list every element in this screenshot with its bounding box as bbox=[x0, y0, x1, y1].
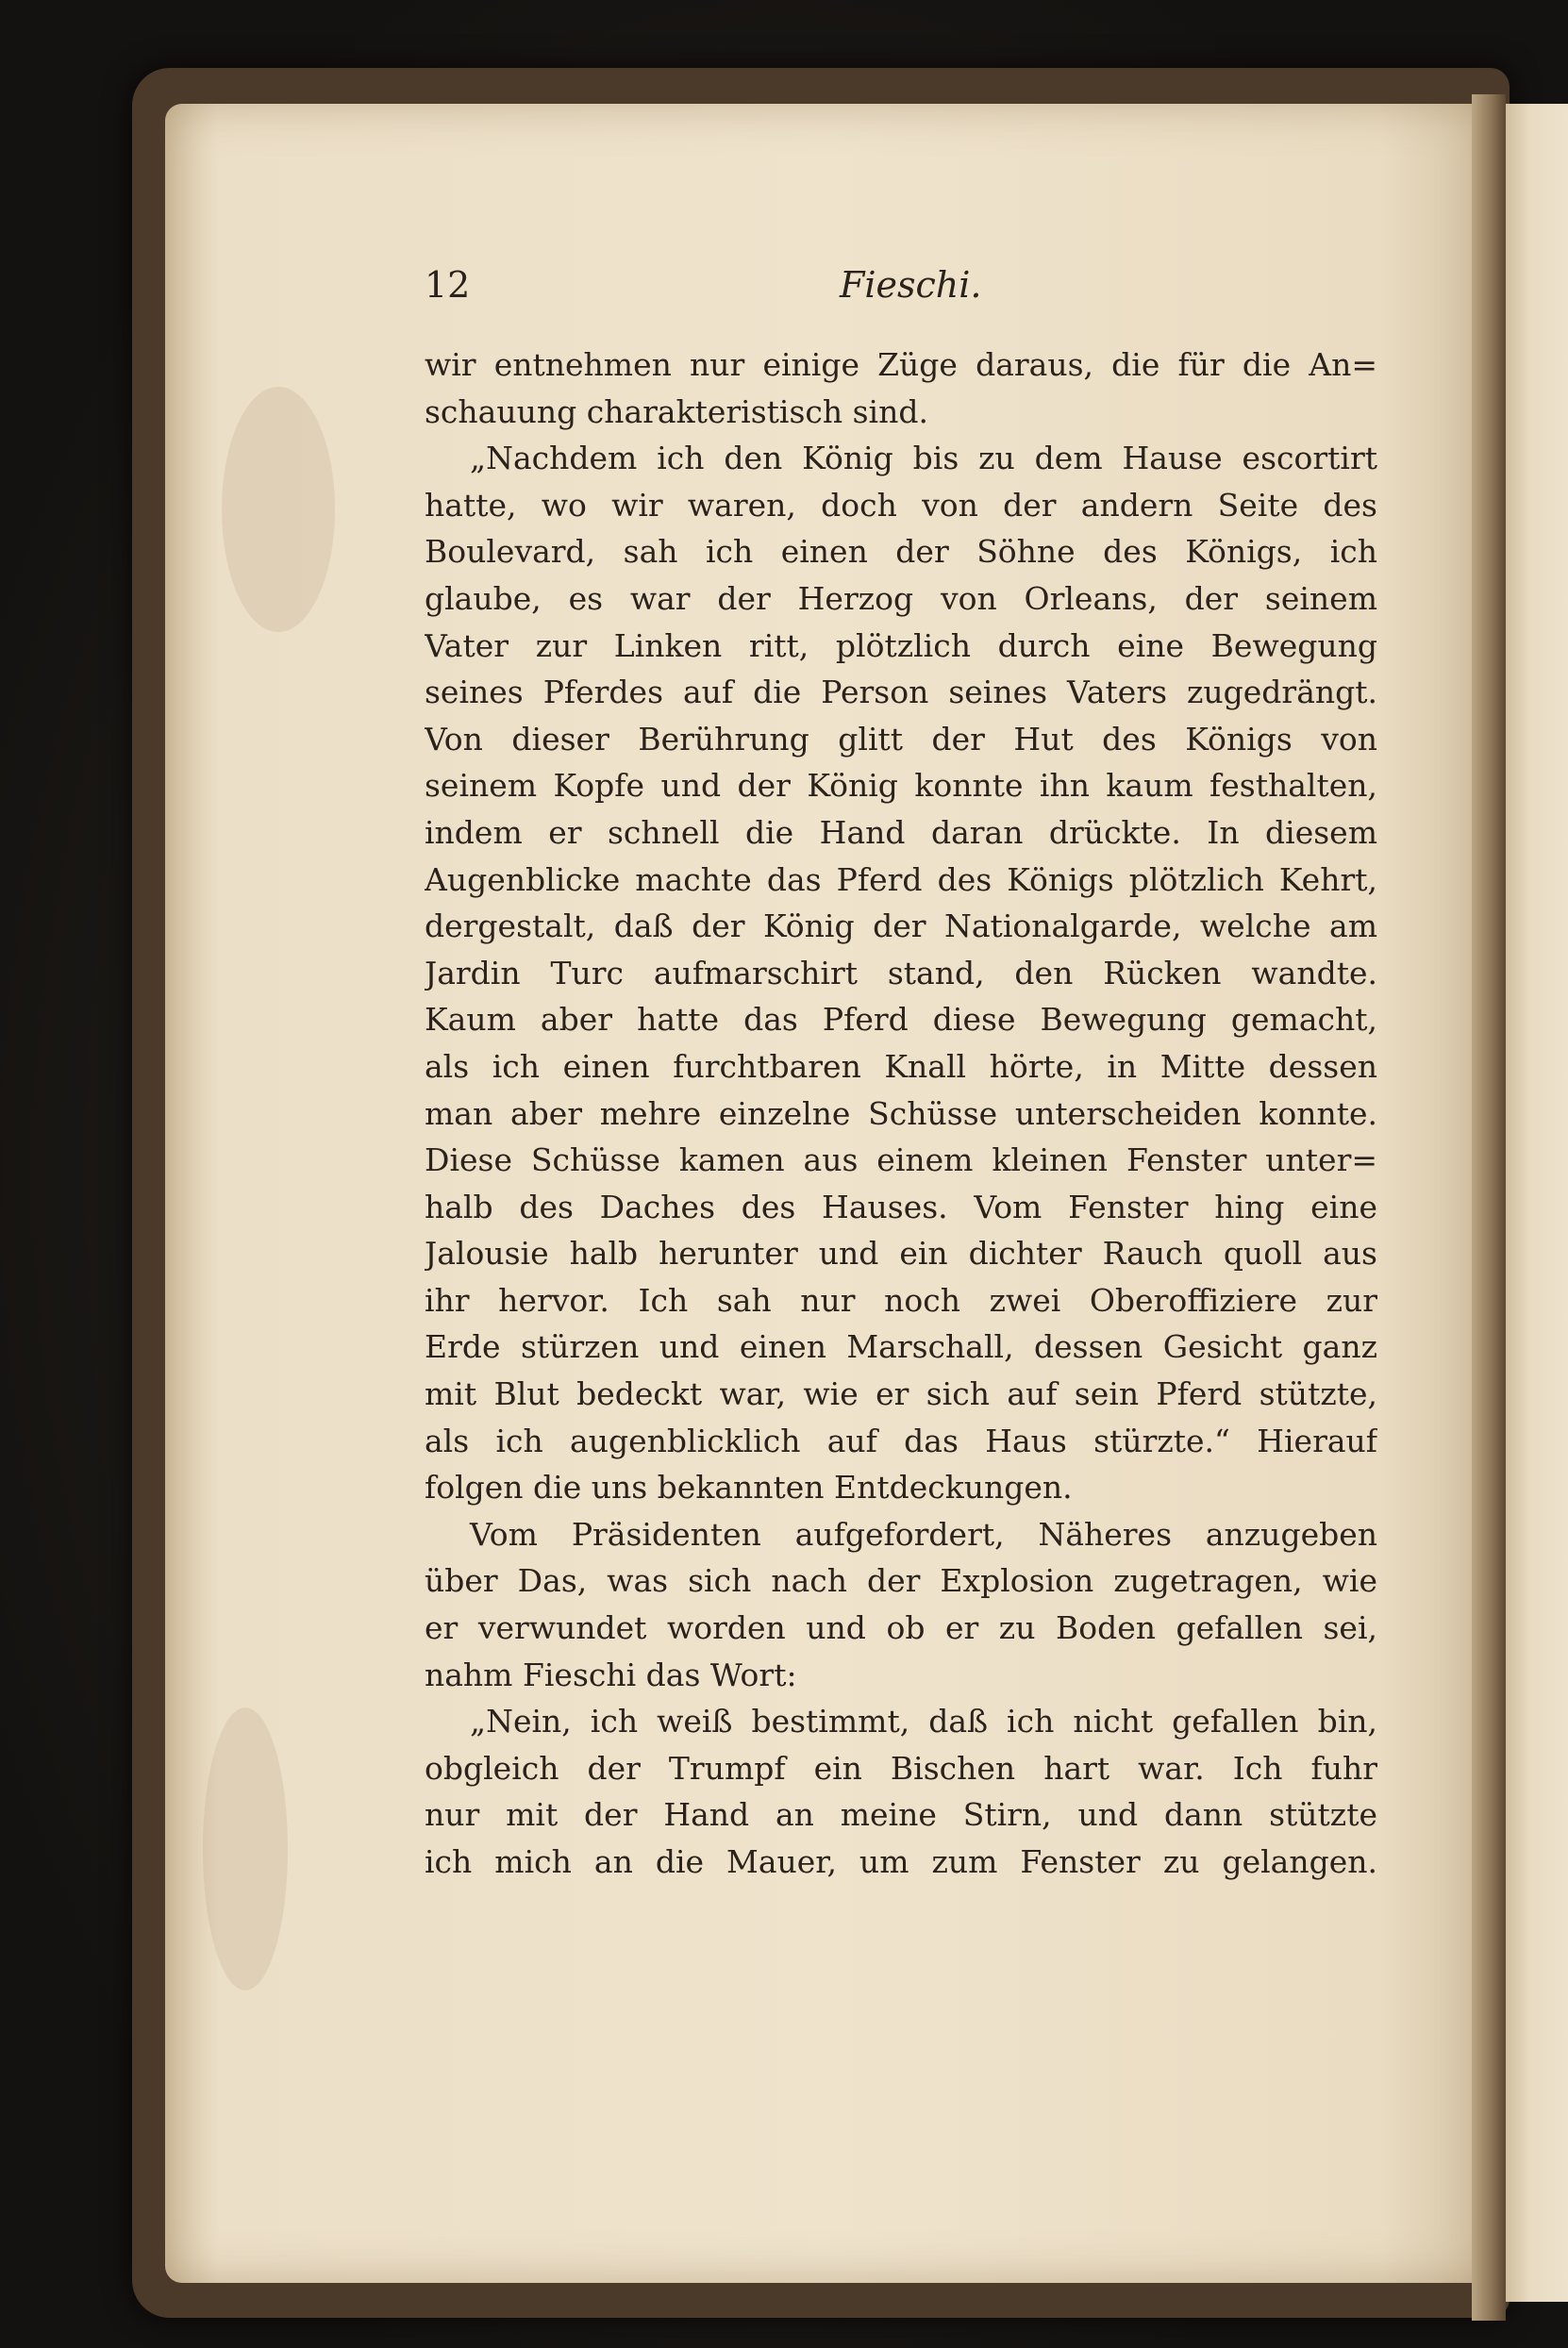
text-line: Vom Präsidenten aufgefordert, Näheres anzugeben bbox=[470, 1515, 1377, 1553]
text-line: Vater zur Linken ritt, plötzlich durch eine Bewegung bbox=[425, 626, 1377, 664]
body-text bbox=[425, 341, 1377, 1886]
text-line: als ich augenblicklich auf das Haus stürzte.“ Hierauf bbox=[425, 1422, 1377, 1459]
text-line: mit Blut bedeckt war, wie er sich auf sein Pferd stützte, bbox=[425, 1375, 1377, 1413]
text-line: als ich einen furchtbaren Knall hörte, in Mitte dessen bbox=[425, 1047, 1377, 1085]
running-head: Fieschi. bbox=[840, 264, 982, 306]
text-line: ihr hervor. Ich sah nur noch zwei Oberoffiziere zur bbox=[425, 1281, 1377, 1319]
text-line: seines Pferdes auf die Person seines Vaters zugedrängt. bbox=[425, 674, 1377, 711]
text-line: Augenblicke machte das Pferd des Königs plötzlich Kehrt, bbox=[425, 860, 1377, 898]
text-line: Kaum aber hatte das Pferd diese Bewegung gemacht, bbox=[425, 1001, 1377, 1039]
text-line: „Nein, ich weiß bestimmt, daß ich nicht gefallen bin, bbox=[470, 1703, 1377, 1740]
text-line: man aber mehre einzelne Schüsse unterscheiden konnte. bbox=[425, 1094, 1377, 1132]
text-line: glaube, es war der Herzog von Orleans, der seinem bbox=[425, 579, 1377, 617]
page-header bbox=[425, 264, 1377, 311]
text-line: nahm Fieschi das Wort: bbox=[425, 1656, 797, 1693]
text-line: Diese Schüsse kamen aus einem kleinen Fenster unter= bbox=[425, 1141, 1377, 1179]
page-stain bbox=[222, 387, 335, 632]
page-number: 12 bbox=[425, 264, 471, 306]
text-line: Von dieser Berührung glitt der Hut des Königs von bbox=[425, 720, 1377, 758]
text-line: er verwundet worden und ob er zu Boden gefallen sei, bbox=[425, 1609, 1377, 1647]
page-gutter bbox=[1472, 94, 1506, 2321]
text-line: hatte, wo wir waren, doch von der andern Seite des bbox=[425, 486, 1377, 524]
text-line: ich mich an die Mauer, um zum Fenster zu gelangen. bbox=[425, 1843, 1377, 1880]
text-line: Jalousie halb herunter und ein dichter Rauch quoll aus bbox=[425, 1235, 1377, 1273]
text-line: über Das, was sich nach der Explosion zugetragen, wie bbox=[425, 1562, 1377, 1600]
text-line: dergestalt, daß der König der Nationalgarde, welche am bbox=[425, 908, 1377, 945]
text-line: halb des Daches des Hauses. Vom Fenster hing eine bbox=[425, 1188, 1377, 1225]
text-line: nur mit der Hand an meine Stirn, und dann stützte bbox=[425, 1796, 1377, 1834]
text-line: seinem Kopfe und der König konnte ihn kaum festhalten, bbox=[425, 767, 1377, 805]
text-line: Boulevard, sah ich einen der Söhne des Königs, ich bbox=[425, 533, 1377, 571]
text-line: folgen die uns bekannten Entdeckungen. bbox=[425, 1469, 1073, 1507]
text-line: Jardin Turc aufmarschirt stand, den Rücken wandte. bbox=[425, 954, 1377, 991]
page-stain bbox=[203, 1707, 288, 1990]
text-line: indem er schnell die Hand daran drückte. In diesem bbox=[425, 813, 1377, 851]
text-line: schauung charakteristisch sind. bbox=[425, 392, 928, 430]
text-line: „Nachdem ich den König bis zu dem Hause escortirt bbox=[470, 440, 1377, 477]
text-line: obgleich der Trumpf ein Bischen hart war. Ich fuhr bbox=[425, 1749, 1377, 1787]
text-line: Erde stürzen und einen Marschall, dessen Gesicht ganz bbox=[425, 1328, 1377, 1366]
facing-page-edge bbox=[1500, 104, 1568, 2302]
text-line: wir entnehmen nur einige Züge daraus, die für die An= bbox=[425, 346, 1377, 383]
